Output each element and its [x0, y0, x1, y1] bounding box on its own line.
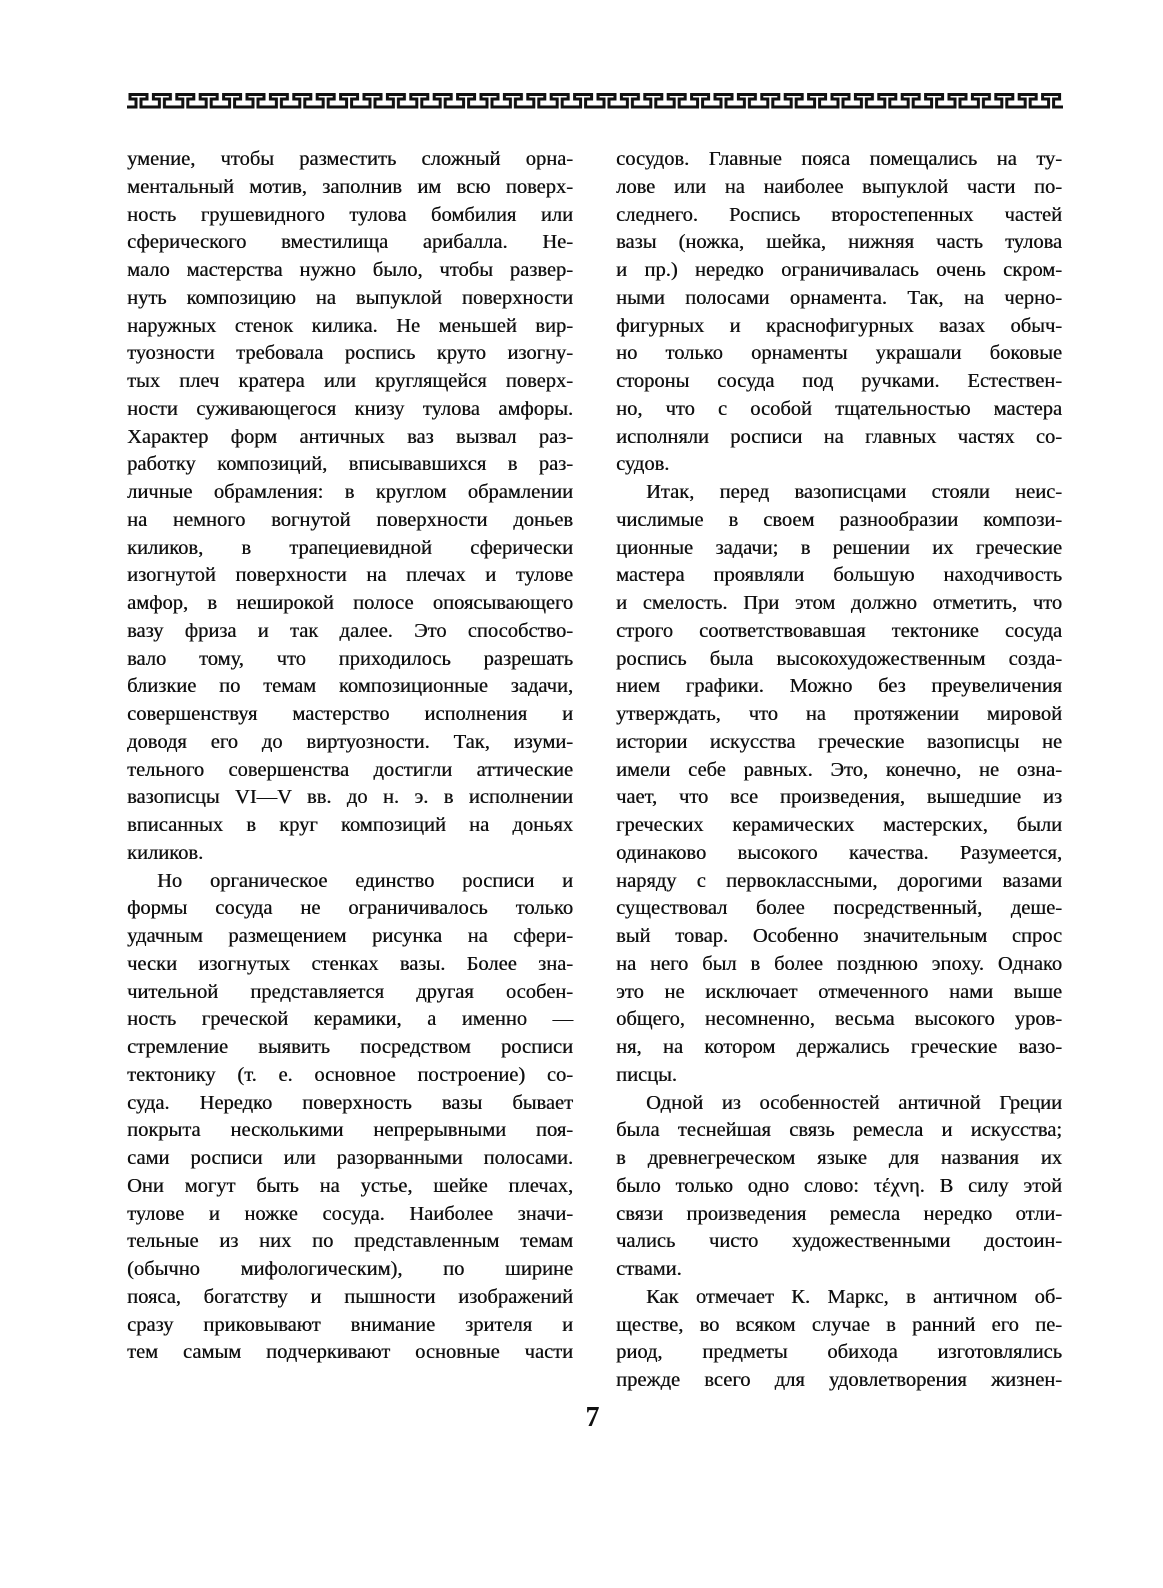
paragraph [616, 1284, 1062, 1395]
text-line: тельные из них по представленным темам [127, 1230, 573, 1253]
text-line: одинаково высокого качества. Разумеется, [616, 841, 1062, 864]
paragraph [127, 146, 573, 868]
text-line: истории искусства греческие вазописцы не [616, 730, 1062, 753]
text-line: исполняли росписи на главных частях со- [616, 425, 1062, 448]
page-number: 7 [585, 1402, 600, 1433]
text-line: вазы (ножка, шейка, нижняя часть тулова [616, 231, 1062, 254]
text-line: Одной из особенностей античной Греции [646, 1091, 1062, 1114]
text-line: чески изогнутых стенках вазы. Более зна- [127, 952, 573, 975]
text-line: ционные задачи; в решении их греческие [616, 536, 1062, 559]
text-line: наряду с первоклассными, дорогими вазами [616, 869, 1062, 892]
text-line: риод, предметы обихода изготовлялись [616, 1341, 1062, 1364]
text-line: имели себе равных. Это, конечно, не озна- [616, 758, 1062, 781]
text-line: было только одно слово: τέχνη. В силу этой [616, 1174, 1062, 1197]
text-line: числимые в своем разнообразии компози- [616, 508, 1062, 531]
text-line: фигурных и краснофигурных вазах обыч- [616, 314, 1062, 337]
paragraph [127, 868, 573, 1368]
text-line: удачным размещением рисунка на сфери- [127, 925, 573, 947]
text-line: вало тому, что приходилось разрешать [127, 647, 573, 670]
text-line: стороны сосуда под ручками. Естествен- [616, 370, 1062, 392]
text-line: тектонику (т. е. основное построение) со- [127, 1063, 573, 1086]
text-line: сферического вместилища арибалла. Не- [127, 231, 573, 254]
text-line: близкие по темам композиционные задачи, [127, 675, 573, 698]
text-line: ности суживающегося книзу тулова амфоры. [127, 397, 573, 420]
text-line: ня, на котором держались греческие вазо- [616, 1036, 1062, 1058]
text-line: вазу фриза и так далее. Это способство- [127, 619, 573, 642]
text-line: личные обрамления: в круглом обрамлении [127, 481, 573, 503]
text-line: Характер форм античных ваз вызвал раз- [127, 425, 573, 448]
text-line: совершенствуя мастерство исполнения и [127, 703, 573, 725]
text-line: нием графики. Можно без преувеличения [616, 675, 1062, 698]
text-line: умение, чтобы разместить сложный орна- [127, 148, 573, 170]
text-line: чительной представляется другая особен- [127, 980, 573, 1003]
text-line: на него был в более позднюю эпоху. Однако [616, 952, 1062, 975]
text-line: греческих керамических мастерских, были [616, 814, 1062, 836]
text-line: ность греческой керамики, а именно — [127, 1008, 573, 1031]
text-line: ментальный мотив, заполнив им всю поверх- [127, 175, 573, 198]
text-line: писцы. [616, 1063, 677, 1086]
text-line: вый товар. Особенно значительным спрос [616, 925, 1062, 947]
paragraph [616, 146, 1062, 479]
text-line: сосудов. Главные пояса помещались на ту- [616, 148, 1062, 170]
text-line: в древнегреческом языке для названия их [616, 1147, 1062, 1169]
text-line: мастера проявляли большую находчивость [616, 564, 1062, 587]
text-line: и пр.) нередко ограничивалась очень скром- [616, 259, 1062, 281]
text-line: ность грушевидного тулова бомбилия или [127, 203, 573, 226]
text-line: судов. [616, 453, 670, 476]
text-line: вазописцы VI—V вв. до н. э. в исполнении [127, 786, 573, 809]
text-line: Они могут быть на устье, шейке плечах, [127, 1174, 573, 1197]
text-line: ными полосами орнамента. Так, на черно- [616, 286, 1062, 309]
text-line: и смелость. При этом должно отметить, что [616, 592, 1062, 614]
text-line: киликов, в трапециевидной сферически [127, 536, 573, 559]
text-line: работку композиций, вписывавшихся в раз- [127, 453, 573, 476]
text-line: сразу приковывают внимание зрителя и [127, 1313, 573, 1336]
text-line: общего, несомненно, весьма высокого уров- [616, 1008, 1062, 1031]
text-line: сами росписи или разорванными полосами. [127, 1147, 573, 1169]
text-line: лове или на наиболее выпуклой части по- [616, 175, 1062, 198]
text-line: пояса, богатству и пышности изображений [127, 1285, 573, 1308]
text-line: мало мастерства нужно было, чтобы развер- [127, 259, 573, 281]
text-line: Но органическое единство росписи и [157, 869, 573, 892]
text-line: суда. Нередко поверхность вазы бывает [127, 1091, 573, 1114]
text-line: это не исключает отмеченного нами выше [616, 980, 1062, 1003]
text-line: амфор, в неширокой полосе опоясывающего [127, 592, 573, 614]
right-text-column [616, 146, 1062, 1395]
text-line: тых плеч кратера или круглящейся поверх- [127, 370, 573, 392]
greek-meander-border [127, 92, 1063, 110]
text-line: тем самым подчеркивают основные части [127, 1341, 573, 1364]
text-line: чались чисто художественными достоин- [616, 1230, 1062, 1253]
paragraph [616, 479, 1062, 1090]
text-line: утверждать, что на протяжении мировой [616, 703, 1062, 725]
text-line: наружных стенок килика. Не меньшей вир- [127, 314, 573, 337]
text-line: тулове и ножке сосуда. Наиболее значи- [127, 1202, 573, 1225]
paragraph [616, 1090, 1062, 1284]
text-line: но только орнаменты украшали боковые [616, 342, 1062, 365]
text-line: Итак, перед вазописцами стояли неис- [646, 481, 1062, 503]
text-line: киликов. [127, 841, 204, 864]
text-line: туозности требовала роспись круто изогну- [127, 342, 573, 365]
text-line: чает, что все произведения, вышедшие из [616, 786, 1062, 809]
text-line: тельного совершенства достигли аттические [127, 758, 573, 781]
text-line: изогнутой поверхности на плечах и тулове [127, 564, 573, 587]
text-line: на немного вогнутой поверхности доньев [127, 508, 573, 531]
text-line: связи произведения ремесла нередко отли- [616, 1202, 1062, 1225]
text-line: нуть композицию на выпуклой поверхности [127, 286, 573, 309]
text-line: вписанных в круг композиций на доньях [127, 814, 573, 836]
text-line: стремление выявить посредством росписи [127, 1036, 573, 1058]
text-line: прежде всего для удовлетворения жизнен- [616, 1369, 1062, 1391]
text-line: следнего. Роспись второстепенных частей [616, 203, 1062, 226]
text-line: ствами. [616, 1258, 682, 1280]
text-line: существовал более посредственный, деше- [616, 897, 1062, 920]
text-line: ществе, во всяком случае в ранний его пе- [616, 1313, 1062, 1336]
text-line: доводя его до виртуозности. Так, изуми- [127, 730, 573, 753]
text-line: Как отмечает К. Маркс, в античном об- [646, 1285, 1062, 1308]
text-line: (обычно мифологическим), по ширине [127, 1258, 573, 1280]
text-line: была теснейшая связь ремесла и искусства; [616, 1119, 1062, 1142]
text-line: формы сосуда не ограничивалось только [127, 897, 573, 920]
text-line: строго соответствовавшая тектонике сосуда [616, 619, 1062, 642]
text-line: покрыта несколькими непрерывными поя- [127, 1119, 573, 1142]
text-line: роспись была высокохудожественным созда- [616, 647, 1062, 670]
left-text-column [127, 146, 573, 1367]
text-line: но, что с особой тщательностью мастера [616, 397, 1062, 420]
